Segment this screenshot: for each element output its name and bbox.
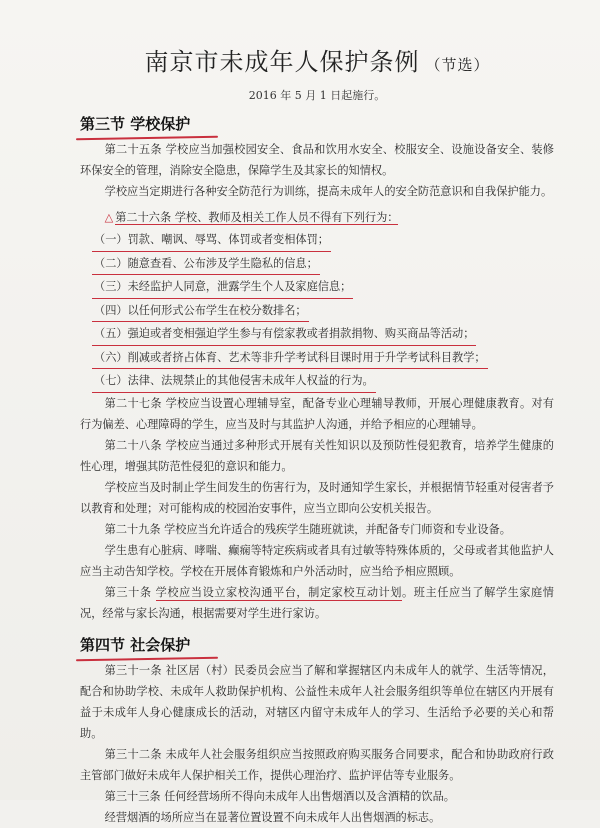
article-28-b: 学校应当及时制止学生间发生的伤害行为，及时通知学生家长，并根据情节轻重对侵害者予以教育和处理；对可能构成的校园治安事件，应当立即向公安机关报告。 — [80, 480, 554, 515]
article-26 — [80, 207, 554, 228]
article-26-text: 第二十六条 学校、教师及相关工作人员不得有下列行为： — [115, 211, 399, 224]
effective-date: 2016 年 5 月 1 日起施行。 — [248, 89, 386, 102]
article-26-list — [92, 228, 554, 393]
article-28: 第二十八条 学校应当通过多种形式开展有关性知识以及预防性侵犯教育，培养学生健康的性心理，增强其防范性侵犯的意识和能力。 — [80, 438, 554, 473]
article-32: 第三十二条 未成年人社会服务组织应当按照政府购买服务合同要求，配合和协助政府行政主管部门做好未成年人保护相关工作，提供心理治疗、监护评估等专业服务。 — [80, 747, 554, 782]
list-item: （六）削减或者挤占体育、艺术等非升学考试科目课时用于升学考试科目教学； — [92, 348, 488, 370]
list-item: （一）罚款、嘲讽、辱骂、体罚或者变相体罚； — [92, 230, 331, 252]
article-25: 第二十五条 学校应当加强校园安全、食品和饮用水安全、校服安全、设施设备安全、装修环保安全的管理，消除安全隐患，保障学生及其家长的知情权。 — [80, 143, 554, 177]
list-item: （四）以任何形式公布学生在校分数排名； — [92, 301, 309, 323]
article-25-b: 学校应当定期进行各种安全防范行为训练，提高未成年人的安全防范意识和自我保护能力。 — [104, 185, 553, 198]
article-29-b: 学生患有心脏病、哮喘、癫痫等特定疾病或者具有过敏等特殊体质的，父母或者其他监护人应当主动告知学校。学校在开展体育锻炼和户外活动时，应当给予相应照顾。 — [80, 543, 554, 578]
list-item: （五）强迫或者变相强迫学生参与有偿家教或者捐款捐物、购买商品等活动； — [92, 324, 476, 346]
article-33-b: 经营烟酒的场所应当在显著位置设置不向未成年人出售烟酒的标志。 — [104, 810, 441, 824]
triangle-mark-icon: △ — [104, 211, 114, 224]
article-30 — [80, 582, 554, 624]
article-27: 第二十七条 学校应当设置心理辅导室，配备专业心理辅导教师，开展心理健康教育。对有行为偏差、心理障碍的学生，应当及时与其监护人沟通，并给予相应的心理辅导。 — [80, 396, 554, 431]
list-item: （三）未经监护人同意，泄露学生个人及家庭信息； — [92, 277, 353, 299]
list-item: （七）法律、法规禁止的其他侵害未成年人权益的行为。 — [92, 371, 376, 393]
article-30-pre: 第三十条 — [104, 585, 156, 599]
document-content — [80, 42, 554, 828]
article-33: 第三十三条 任何经营场所不得向未成年人出售烟酒以及含酒精的饮品。 — [104, 789, 455, 803]
section4-heading: 第四节 社会保护 — [80, 635, 191, 654]
article-30-post: 。班主任应当了解学生家庭情况，经常与家长沟通，根据需要对学生进行家访。 — [80, 585, 554, 620]
document-title — [80, 42, 554, 77]
article-29: 第二十九条 学校应当允许适合的残疾学生随班就读，并配备专门师资和专业设备。 — [104, 522, 511, 536]
article-30-underlined: 学校应当设立家校沟通平台，制定家校互动计划 — [155, 585, 403, 599]
list-item: （二）随意查看、公布涉及学生隐私的信息； — [92, 254, 320, 276]
section3-heading: 第三节 学校保护 — [80, 115, 191, 133]
article-31: 第三十一条 社区居（村）民委员会应当了解和掌握辖区内未成年人的就学、生活等情况，配合和协助学校、未成年人救助保护机构、公益性未成年人社会服务组织等单位在辖区内开展有益于未成年人身心健康成长的活动，对辖区内留守未成年人的学习、生活给予必要的关心和帮助。 — [80, 663, 554, 740]
title-note: （节选） — [425, 56, 490, 74]
title-text: 南京市未成年人保护条例 — [144, 48, 420, 76]
